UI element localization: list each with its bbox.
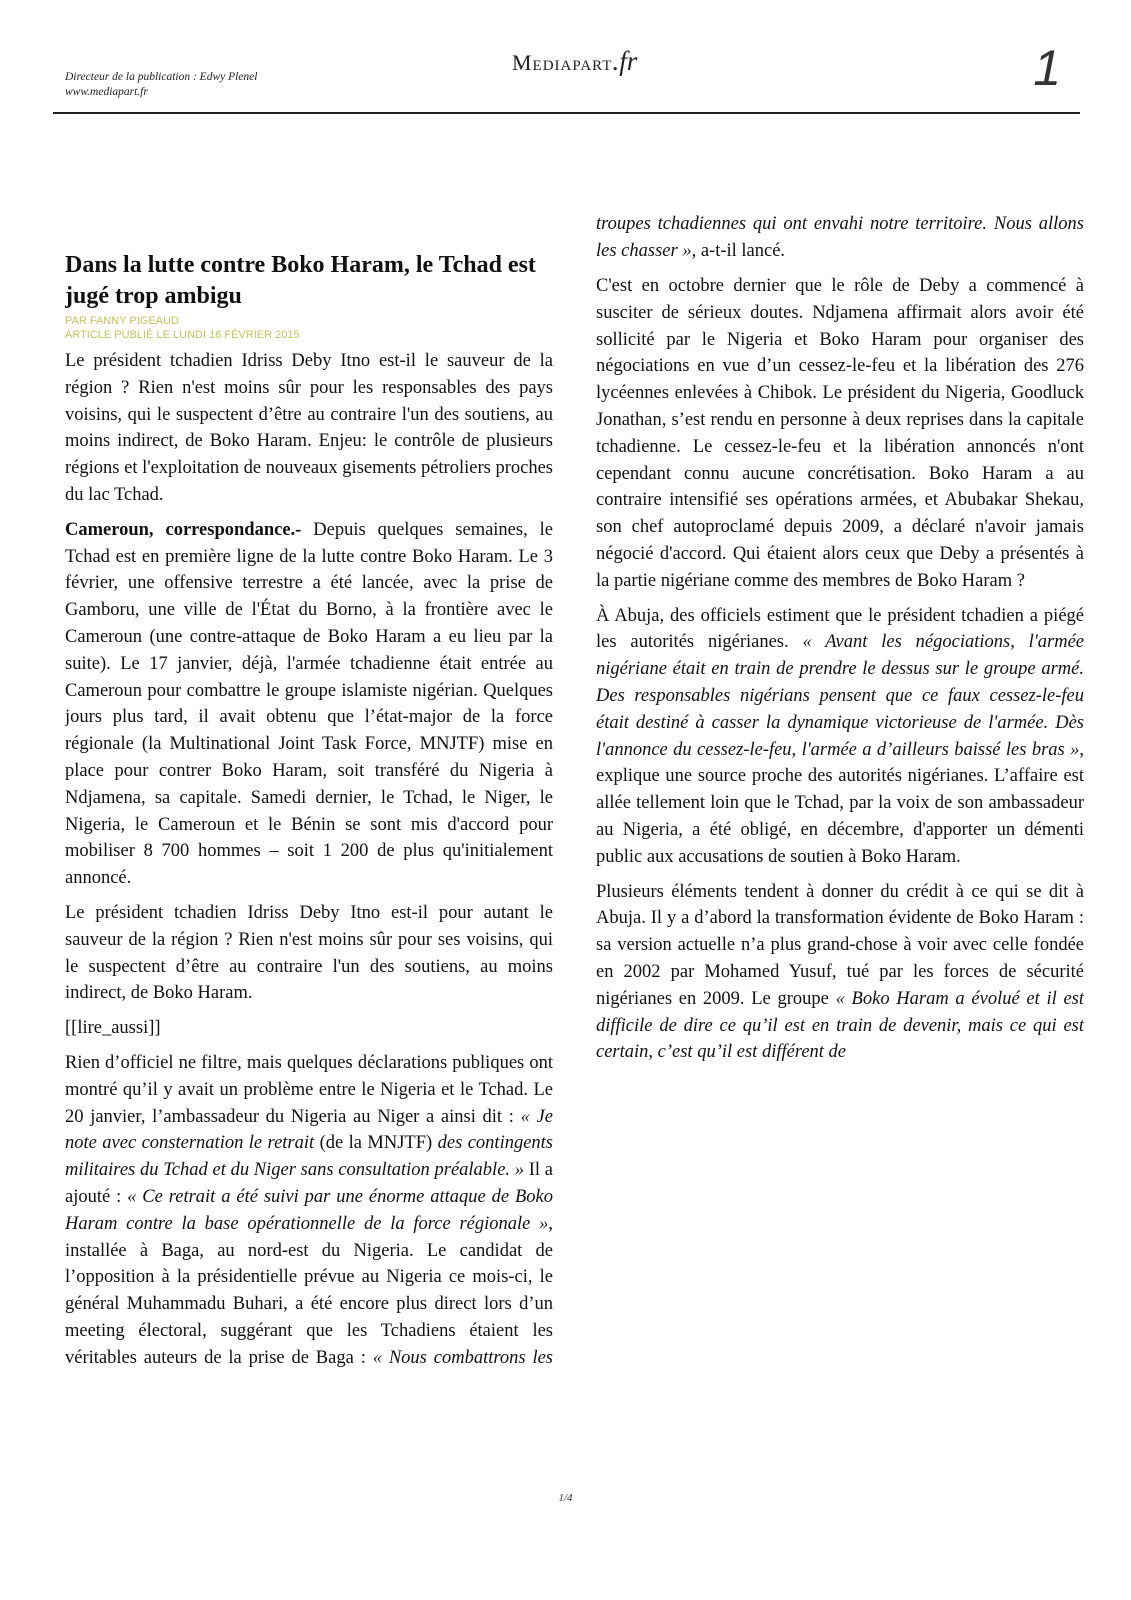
quote: « Avant les négociations, l'armée nigériane était en train de prendre le dessus sur le groupe armé. Des responsables nigérians pensent que ce faux cessez-le-feu était destiné à casser la dynamique victorieuse de l'armée. Dès l'annonce du cessez-le-feu, l'armée a d’ailleurs baissé les bras »: [596, 632, 1084, 760]
article-column-left: [596, 212, 1084, 1410]
paragraph-text: , explique une source proche des autorités nigérianes. L’affaire est allée tellement loin que le Tchad, par la voix de son ambassadeur au Nigeria, a été obligé, en décembre, d'apporter un démenti public aux accusations de soutien à Boko Haram.: [596, 739, 1084, 867]
publication-info: [65, 70, 257, 100]
paragraph-text: , installée à Baga, au nord-est du Nigeria. Le candidat de l’opposition à la présidentielle prévue au Nigeria ce mois-ci, le général Muhammadu Buhari, a été encore plus direct lors d’un meeting électoral, suggérant que les Tchadiens étaient les véritables auteurs de la prise de Baga :: [65, 1213, 553, 1368]
quote: « Boko Haram a évolué et il est difficile de dire ce qu’il est en train de devenir, mais ce qui est certain, c’est qu’il est différent de: [596, 988, 1084, 1063]
website-line: www.mediapart.fr: [65, 86, 148, 98]
quote: « Ce retrait a été suivi par une énorme attaque de Boko Haram contre la base opérationnelle de la force régionale »: [65, 1186, 553, 1234]
article-chapo: Le président tchadien Idriss Deby Itno est-il le sauveur de la région ? Rien n'est moins sûr pour les responsables des pays voisins, qui le suspectent d’être au contraire l'un des soutiens, au moins indirect, de Boko Haram. Enjeu: le contrôle de plusieurs régions et l'exploitation de nouveaux gisements pétroliers proches du lac Tchad.: [65, 351, 553, 505]
page-footer: 1/4: [558, 1492, 573, 1504]
article-paragraph: [596, 212, 1084, 265]
page-number: 1: [1033, 40, 1061, 96]
logo-brand: Mediapart: [512, 50, 613, 75]
paragraph-text: Il a ajouté :: [65, 1160, 553, 1207]
header-divider: [53, 112, 1080, 114]
read-also-placeholder: [[lire_aussi]]: [65, 1018, 161, 1039]
quote: des contingents militaires du Tchad et du Niger sans consultation préalable. »: [65, 1133, 553, 1181]
article-paragraph: [596, 879, 1084, 1067]
paragraph-text: À Abuja, des officiels estiment que le président tchadien a piégé les autorités nigérianes.: [596, 605, 1084, 653]
article-pubdate: ARTICLE PUBLIÉ LE LUNDI 16 FÉVRIER 2015: [65, 329, 300, 341]
mediapart-logo: [512, 46, 637, 77]
article-paragraph: Le président tchadien Idriss Deby Itno est-il pour autant le sauveur de la région ? Rien n'est moins sûr pour ses voisins, qui le suspectent d’être au contraire l'un des soutiens, au moins indirect, de Boko Haram.: [65, 902, 553, 1004]
article-title: Dans la lutte contre Boko Haram, le Tchad est jugé trop ambigu: [65, 252, 536, 309]
quote: troupes tchadiennes qui ont envahi notre territoire. Nous allons les chasser »: [596, 214, 1084, 262]
quote: « Je note avec consternation le retrait: [65, 1106, 553, 1154]
article-byline: PAR FANNY PIGEAUD: [65, 315, 179, 327]
paragraph-text: Plusieurs éléments tendent à donner du crédit à ce qui se dit à Abuja. Il y a d’abord la transformation évidente de Boko Haram : sa version actuelle n’a plus grand-chose à voir avec celle fondée en 2002 par Mohamed Yusuf, tué par les forces de sécurité nigérianes en 2009. Le groupe: [596, 881, 1084, 1009]
article-column-left: [65, 250, 553, 1410]
paragraph-text: (de la MNJTF): [314, 1133, 438, 1154]
article-paragraph: C'est en octobre dernier que le rôle de Deby a commencé à susciter de sérieux doutes. Ndjamena affirmait alors avoir été sollicité par le Nigeria et Boko Haram pour organiser des négociations en vue d’un cessez-le-feu et la libération des 276 lycéennes enlevées à Chibok. Le président du Nigeria, Goodluck Jonathan, s’est rendu en personne à deux reprises dans la capitale tchadienne. Le cessez-le-feu et la libération annoncés n'ont cependant connu aucune concrétisation. Boko Haram a au contraire intensifié ses opérations armées, et Abubakar Shekau, son chef autoproclamé depuis 2009, a déclaré n'avoir jamais négocié d'accord. Qui étaient alors ceux que Deby a présentés à la partie nigériane comme des membres de Boko Haram ?: [596, 276, 1084, 591]
director-line: Directeur de la publication : Edwy Plenel: [65, 71, 258, 83]
logo-tld: .fr: [612, 46, 638, 76]
article-paragraph: [596, 603, 1084, 871]
paragraph-text: Rien d’officiel ne filtre, mais quelques déclarations publiques ont montré qu’il y avait un problème entre le Nigeria et le Tchad. Le 20 janvier, l’ambassadeur du Nigeria au Niger a ainsi dit :: [65, 1052, 553, 1127]
article-paragraph: [65, 517, 553, 892]
paragraph-text: , a-t-il lancé.: [691, 241, 786, 262]
quote: « Nous combattrons les: [372, 1347, 553, 1368]
paragraph-text: Depuis quelques semaines, le Tchad est en première ligne de la lutte contre Boko Haram. Le 3 février, une offensive terrestre a été lancée, avec la prise de Gamboru, une ville de l'État du Borno, à la frontière avec le Cameroun (une contre-attaque de Boko Haram a eu lieu par la suite). Le 17 janvier, déjà, l'armée tchadienne était entrée au Cameroun pour combattre le groupe islamiste nigérian. Quelques jours plus tard, il avait obtenu que l’état-major de la force régionale (la Multinational Joint Task Force, MNJTF) mise en place pour contrer Boko Haram, soit transféré du Nigeria à Ndjamena, sa capitale. Samedi dernier, le Tchad, le Niger, le Nigeria, le Cameroun et le Bénin se sont mis d'accord pour mobiliser 8 700 hommes – soit 1 200 de plus qu'initialement annoncé.: [65, 519, 553, 889]
dateline: Cameroun, correspondance.-: [65, 519, 302, 540]
